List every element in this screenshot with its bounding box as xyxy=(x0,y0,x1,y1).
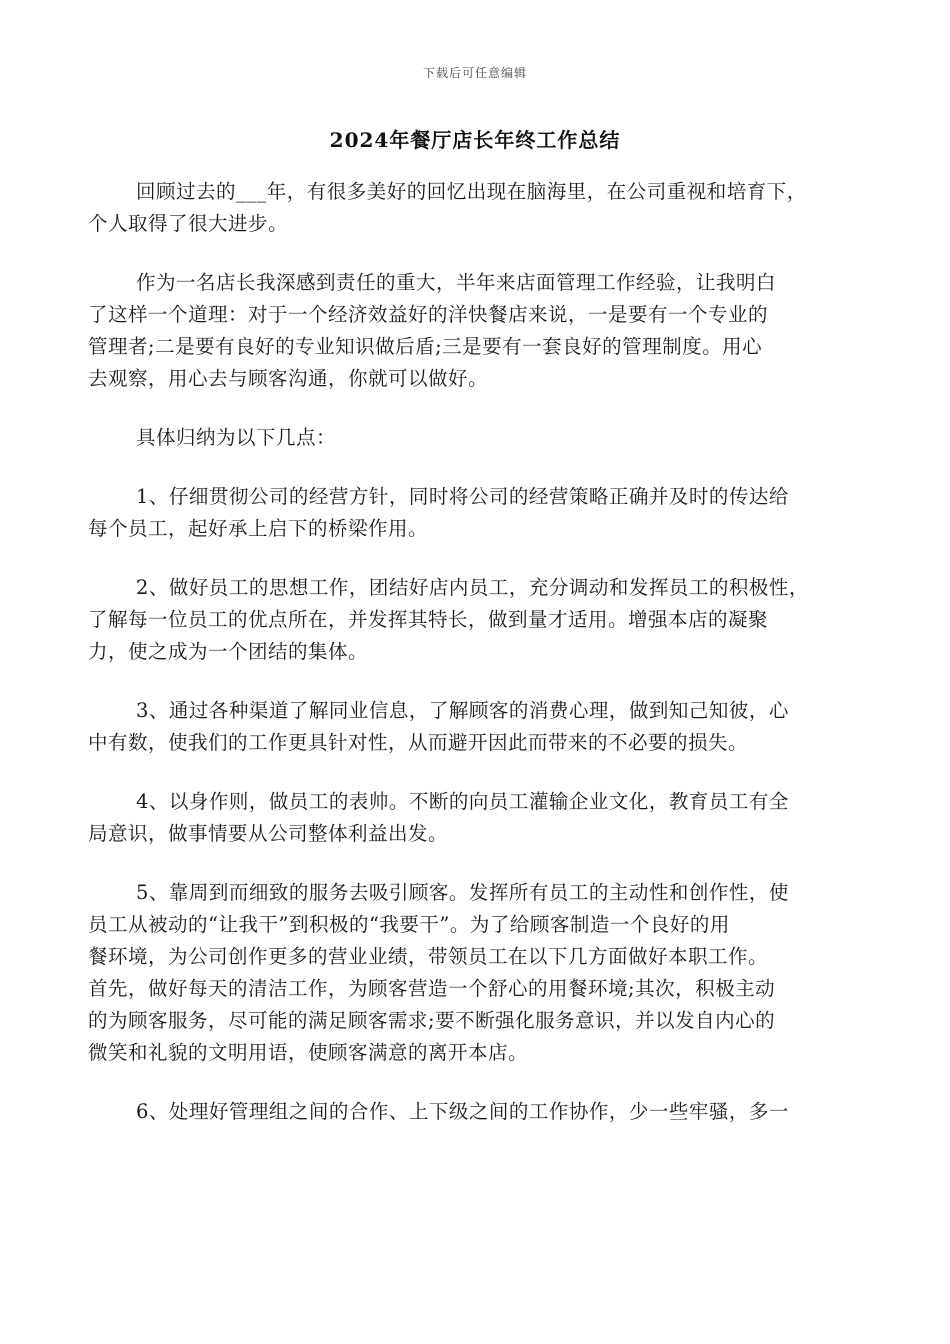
paragraph-line: 3、通过各种渠道了解同业信息，了解顾客的消费心理，做到知己知彼，心 xyxy=(136,699,789,722)
paragraph-line: 4、以身作则，做员工的表帅。不断的向员工灌输企业文化，教育员工有全 xyxy=(136,790,789,813)
paragraph-line: 管理者;二是要有良好的专业知识做后盾;三是要有一套良好的管理制度。用心 xyxy=(88,335,763,358)
paragraph-3 xyxy=(88,422,878,454)
paragraph-line: 的为顾客服务，尽可能的满足顾客需求;要不断强化服务意识，并以发自内心的 xyxy=(88,1009,776,1032)
paragraph-5 xyxy=(88,572,878,668)
paragraph-line: 每个员工，起好承上启下的桥梁作用。 xyxy=(88,517,429,540)
document-body xyxy=(88,176,878,1155)
paragraph-line: 1、仔细贯彻公司的经营方针，同时将公司的经营策略正确并及时的传达给 xyxy=(136,485,789,508)
paragraph-line: 微笑和礼貌的文明用语，使顾客满意的离开本店。 xyxy=(88,1041,529,1064)
paragraph-line: 了解每一位员工的优点所在，并发挥其特长，做到量才适用。增强本店的凝聚 xyxy=(88,608,769,631)
paragraph-line: 6、处理好管理组之间的合作、上下级之间的工作协作，少一些牢骚，多一 xyxy=(136,1100,789,1123)
paragraph-line: 力，使之成为一个团结的集体。 xyxy=(88,640,369,663)
paragraph-9 xyxy=(88,1096,878,1128)
paragraph-2 xyxy=(88,267,878,395)
header-note: 下载后可任意编辑 xyxy=(422,66,527,80)
paragraph-line: 回顾过去的___年，有很多美好的回忆出现在脑海里，在公司重视和培育下， xyxy=(136,180,807,203)
paragraph-6 xyxy=(88,695,878,759)
paragraph-line: 个人取得了很大进步。 xyxy=(88,212,289,235)
paragraph-line: 5、靠周到而细致的服务去吸引顾客。发挥所有员工的主动性和创作性，使 xyxy=(136,881,789,904)
paragraph-line: 作为一名店长我深感到责任的重大，半年来店面管理工作经验，让我明白 xyxy=(136,271,777,294)
paragraph-7 xyxy=(88,786,878,850)
paragraph-line: 了这样一个道理：对于一个经济效益好的洋快餐店来说，一是要有一个专业的 xyxy=(88,303,769,326)
paragraph-line: 中有数，使我们的工作更具针对性，从而避开因此而带来的不必要的损失。 xyxy=(88,731,749,754)
paragraph-4 xyxy=(88,481,878,545)
paragraph-line: 具体归纳为以下几点： xyxy=(136,426,337,449)
paragraph-8 xyxy=(88,877,878,1069)
document-title: 2024年餐厅店长年终工作总结 xyxy=(329,128,621,152)
paragraph-line: 2、做好员工的思想工作，团结好店内员工，充分调动和发挥员工的积极性， xyxy=(136,576,809,599)
paragraph-line: 首先，做好每天的清洁工作，为顾客营造一个舒心的用餐环境;其次，积极主动 xyxy=(88,977,776,1000)
paragraph-line: 员工从被动的“让我干”到积极的“我要干”。为了给顾客制造一个良好的用 xyxy=(88,913,730,936)
paragraph-line: 餐环境，为公司创作更多的营业业绩，带领员工在以下几方面做好本职工作。 xyxy=(88,945,769,968)
paragraph-1 xyxy=(88,176,878,240)
paragraph-line: 去观察，用心去与顾客沟通，你就可以做好。 xyxy=(88,367,489,390)
paragraph-line: 局意识，做事情要从公司整体利益出发。 xyxy=(88,822,449,845)
